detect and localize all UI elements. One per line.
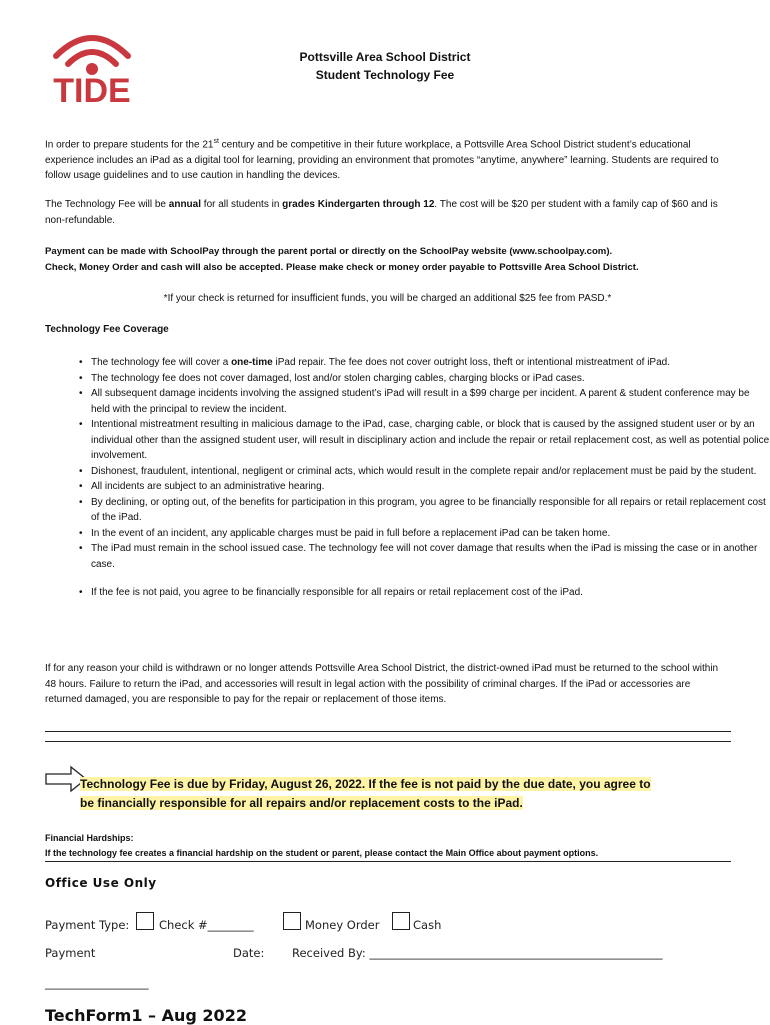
- list-item: • The iPad must remain in the school issued case. The technology fee will not cover damage that results when the iPad is missing the case or in another case.: [91, 541, 770, 572]
- money-order-label: Money Order: [305, 918, 380, 932]
- cash-checkbox[interactable]: [392, 912, 410, 930]
- payment-label: Payment: [45, 946, 96, 960]
- logo-text: TIDE: [53, 72, 131, 110]
- received-by-field[interactable]: Received By: ___________________________________________________: [292, 946, 663, 960]
- date-label: Date:: [233, 946, 265, 960]
- coverage-list: [45, 355, 770, 601]
- list-item: • All incidents are subject to an administrative hearing.: [91, 479, 770, 495]
- payment-type-label: Payment Type:: [45, 918, 130, 932]
- list-item: • Intentional mistreatment resulting in malicious damage to the iPad, case, charging cable, or block that is caused by the assigned student user or by an individual other than the assigned student user, will result in disciplinary action and include the repair or retail replacement cost, as well as potential police involvement.: [91, 417, 770, 464]
- cash-label: Cash: [413, 918, 442, 932]
- district-name: Pottsville Area School District: [299, 50, 471, 64]
- payment-underline-field[interactable]: __________________: [45, 976, 149, 990]
- document-header: [0, 48, 770, 84]
- hardship-section: [45, 831, 598, 861]
- office-use-title: Office Use Only: [45, 876, 157, 890]
- due-notice: [80, 775, 720, 813]
- coverage-heading: Technology Fee Coverage: [45, 324, 169, 335]
- check-checkbox[interactable]: [136, 912, 154, 930]
- list-item: • By declining, or opting out, of the benefits for participation in this program, you agree to be financially responsible for all repairs or retail replacement cost of the iPad.: [91, 495, 770, 526]
- money-order-checkbox[interactable]: [283, 912, 301, 930]
- due-line-2: be financially responsible for all repairs and/or replacement costs to the iPad.: [80, 796, 523, 810]
- form-title: Student Technology Fee: [315, 68, 455, 82]
- intro-paragraph: In order to prepare students for the 21st century and be competitive in their future workplace, a Pottsville Area School District student’s educational experience includes an iPad as a digital tool for learning, providing an environment that promotes “anytime, anywhere” learning. Students are required to follow usage guidelines and to use caution in handling the devices.: [45, 138, 719, 182]
- list-item: • If the fee is not paid, you agree to be financially responsible for all repairs or retail replacement cost of the iPad.: [91, 585, 770, 601]
- divider: [45, 741, 731, 742]
- divider: [45, 731, 731, 732]
- hardship-title: Financial Hardships:: [45, 833, 134, 843]
- due-line-1: Technology Fee is due by Friday, August 26, 2022. If the fee is not paid by the due date, you agree to: [80, 777, 651, 791]
- returned-check-note: *If your check is returned for insufficient funds, you will be charged an additional $25 fee from PASD.*: [163, 293, 612, 304]
- list-item: • Dishonest, fraudulent, intentional, negligent or criminal acts, which would result in the complete repair and/or replacement must be paid by the student.: [91, 464, 770, 480]
- form-id-footer: TechForm1 – Aug 2022: [45, 1006, 247, 1025]
- divider: [45, 861, 731, 862]
- hardship-text: If the technology fee creates a financial hardship on the student or parent, please contact the Main Office about payment options.: [45, 848, 599, 858]
- list-item: • The technology fee does not cover damaged, lost and/or stolen charging cables, charging blocks or iPad cases.: [91, 371, 770, 387]
- payment-paragraph: Payment can be made with SchoolPay through the parent portal or directly on the SchoolPay website (www.schoolpay.com). Check, Money Order and cash will also be accepted. Please make check or money order payable to Pottsville Area School District.: [45, 246, 639, 273]
- list-item: • The technology fee will cover a one-time iPad repair. The fee does not cover outright loss, theft or intentional mistreatment of iPad.: [91, 355, 770, 371]
- check-number-field[interactable]: Check #________: [159, 918, 254, 932]
- fee-paragraph: The Technology Fee will be annual for all students in grades Kindergarten through 12. The cost will be $20 per student with a family cap of $60 and is non-refundable.: [45, 199, 718, 226]
- withdrawn-paragraph: If for any reason your child is withdrawn or no longer attends Pottsville Area School District, the district-owned iPad must be returned to the school within 48 hours. Failure to return the iPad, and accessories will result in legal action with the possibility of criminal charges. If the iPad or accessories are returned damaged, you are responsible to pay for the repair or replacement of those items.: [45, 663, 719, 705]
- list-item: • In the event of an incident, any applicable charges must be paid in full before a replacement iPad can be taken home.: [91, 526, 770, 542]
- list-item: • All subsequent damage incidents involving the assigned student’s iPad will result in a $99 charge per incident. A parent & student conference may be held with the principal to review the incident.: [91, 386, 770, 417]
